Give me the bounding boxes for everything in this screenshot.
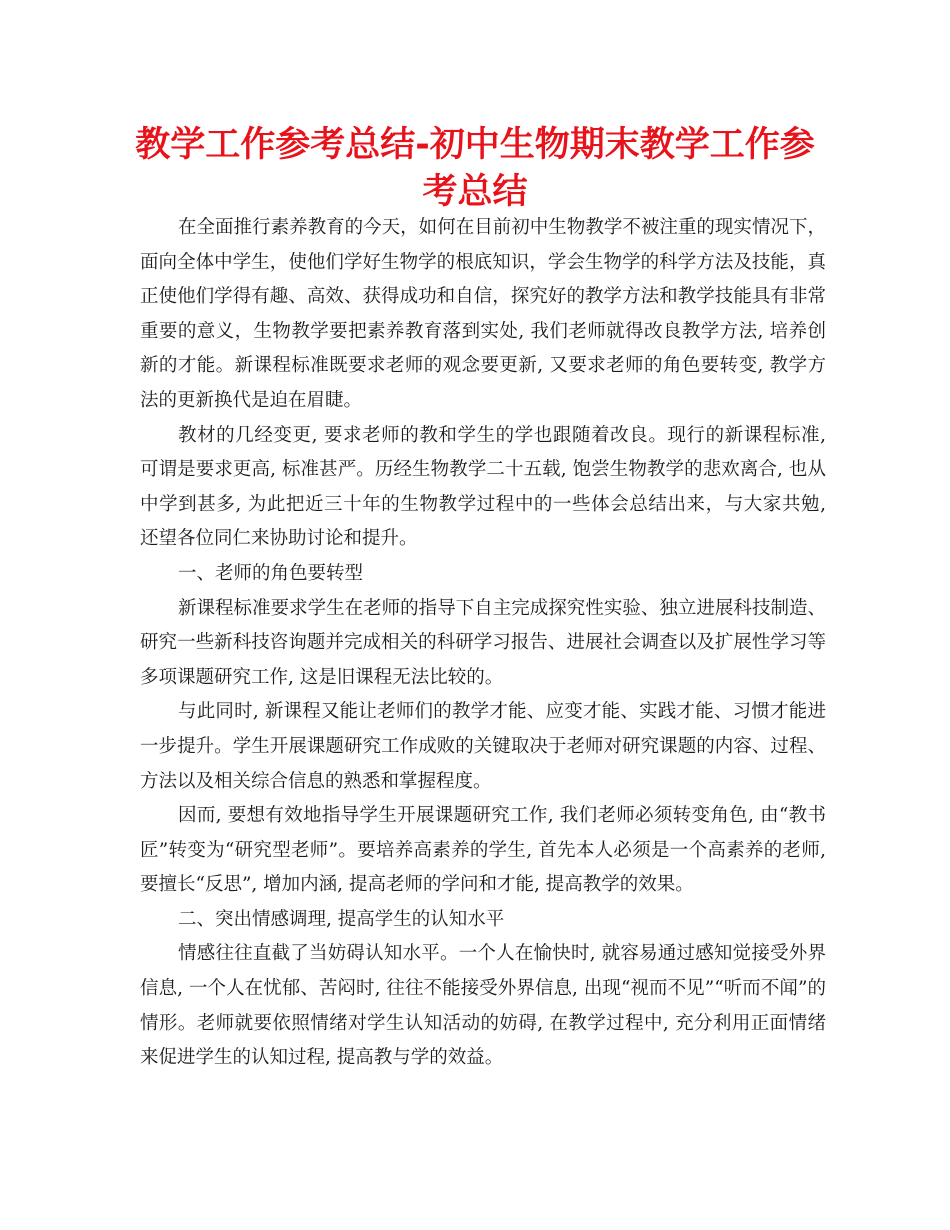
paragraph-role-change: 因而, 要想有效地指导学生开展课题研究工作, 我们老师必须转变角色, 由“教书匠”转变为“研究型老师”。要培养高素养的学生, 首先本人必须是一个高素养的老师, 要擅长“反思”, 增加内涵, 提高老师的学问和才能, 提高教学的效果。 (140, 805, 826, 896)
section-heading-2: 二、突出情感调理, 提高学生的认知水平 (178, 908, 505, 930)
paragraph-emotion: 情感往往直截了当妨碍认知水平。一个人在愉快时, 就容易通过感知觉接受外界信息, 一个人在忧郁、苦闷时, 往往不能接受外界信息, 出现“视而不见”“听而不闻”的情形。老师就要依照情绪对学生认知活动的妨碍, 在教学过程中, 充分利用正面情绪来促进学生的认知过程, 提高教与学的效益。 (140, 943, 826, 1069)
section-heading-1: 一、老师的角色要转型 (178, 562, 364, 584)
paragraph-textbook: 教材的几经变更, 要求老师的教和学生的学也跟随着改良。现行的新课程标准, 可谓是要求更高, 标准甚严。历经生物教学二十五载, 饱尝生物教学的悲欢离合, 也从中学到甚多, 为此把近三十年的生物教学过程中的一些体会总结出来，与大家共勉, 还望各位同仁来协助讨论和提升。 (140, 424, 826, 550)
document-title: 教学工作参考总结-初中生物期末教学工作参考总结 (135, 125, 815, 212)
paragraph-new-curriculum: 新课程标准要求学生在老师的指导下自主完成探究性实验、独立进展科技制造、研究一些新科技咨询题并完成相关的科研学习报告、进展社会调查以及扩展性学习等多项课题研究工作, 这是旧课程无法比较的。 (140, 597, 826, 688)
document-body (140, 211, 826, 1076)
paragraph-intro: 在全面推行素养教育的今天，如何在目前初中生物教学不被注重的现实情况下，面向全体中学生，使他们学好生物学的根底知识，学会生物学的科学方法及技能，真正使他们学得有趣、高效、获得成功和自信，探究好的教学方法和教学技能具有非常重要的意义，生物教学要把素养教育落到实处, 我们老师就得改良教学方法, 培养创新的才能。新课程标准既要求老师的观念要更新, 又要求老师的角色要转变, 教学方法的更新换代是迫在眉睫。 (140, 217, 826, 411)
paragraph-abilities: 与此同时, 新课程又能让老师们的教学才能、应变才能、实践才能、习惯才能进一步提升。学生开展课题研究工作成败的关键取决于老师对研究课题的内容、过程、方法以及相关综合信息的熟悉和掌握程度。 (140, 701, 826, 792)
